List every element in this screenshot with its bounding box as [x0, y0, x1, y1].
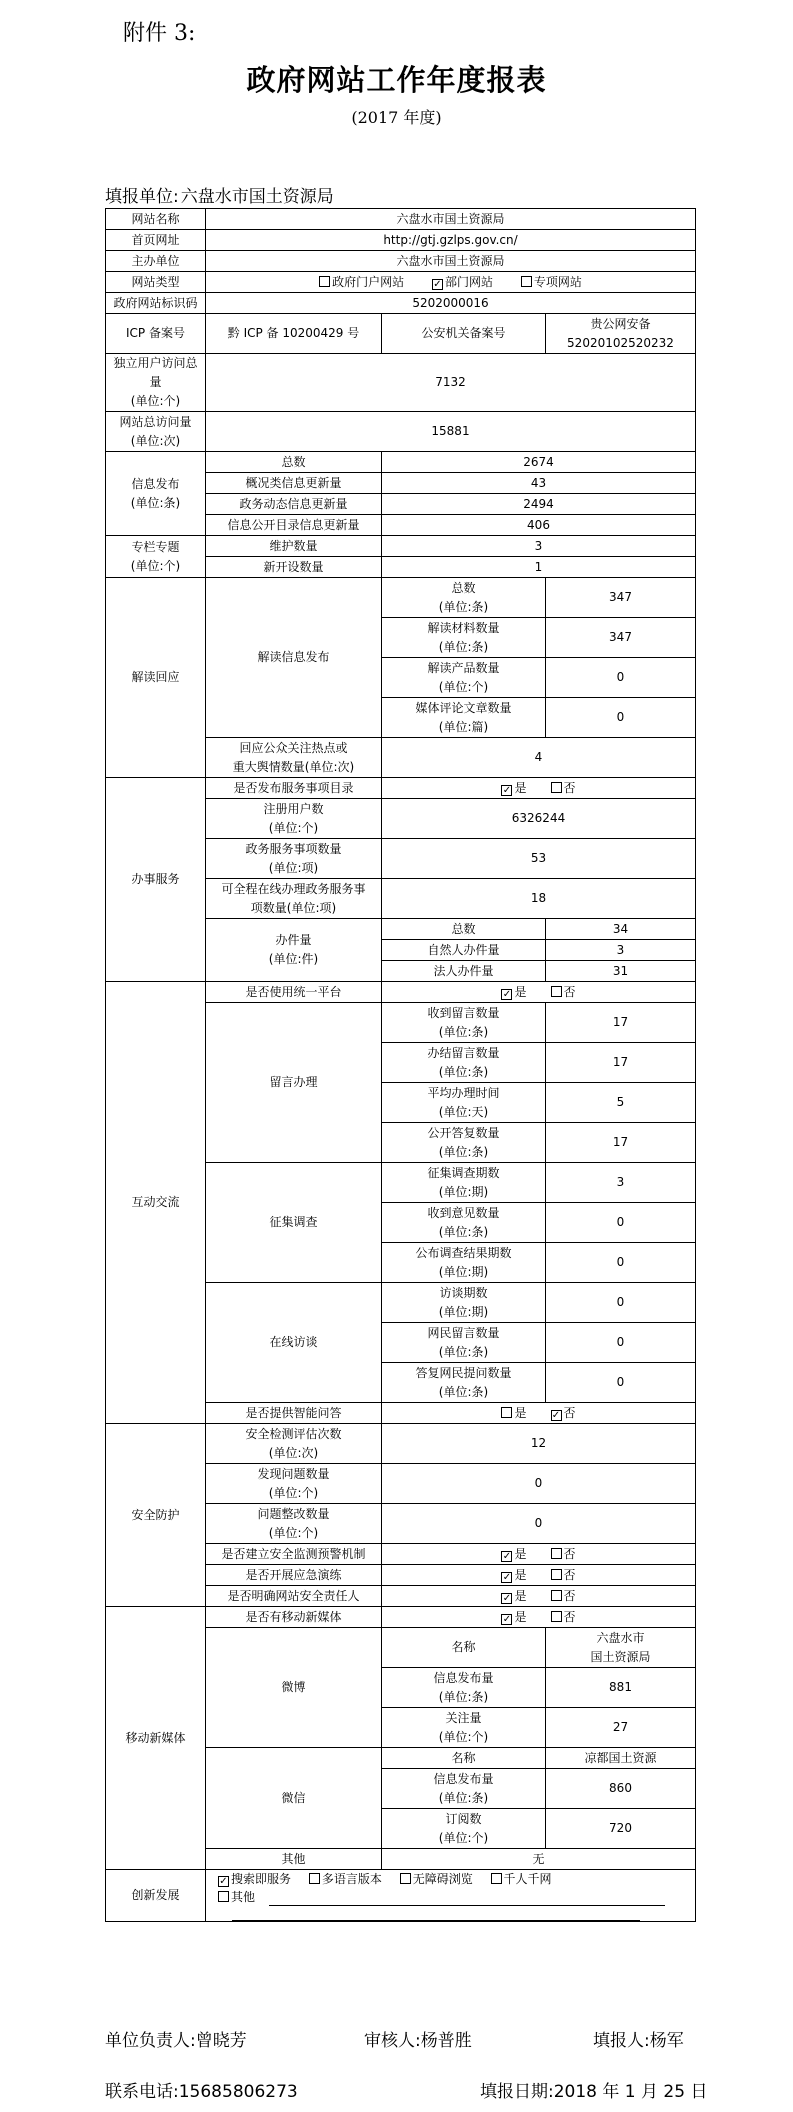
innovation-option-personal[interactable]: 千人千网: [491, 1872, 552, 1886]
interact-done-label: 办结留言数量 (单位:条): [382, 1043, 546, 1083]
interact-results-value: 0: [546, 1243, 696, 1283]
unchecked-box-icon: [551, 986, 562, 997]
site-type-label: 网站类型: [106, 272, 206, 293]
site-name-value: 六盘水市国土资源局: [206, 209, 696, 230]
filler-name: 杨军: [649, 2031, 684, 2051]
interpret-media-label: 媒体评论文章数量 (单位:篇): [382, 698, 546, 738]
security-fixed-label: 问题整改数量 (单位:个): [206, 1504, 382, 1544]
service-online-value: 18: [382, 879, 696, 919]
other-fill-line[interactable]: [269, 1893, 665, 1906]
unchecked-box-icon: [551, 1548, 562, 1559]
unchecked-box-icon: [319, 276, 330, 287]
innovation-option-multilang[interactable]: 多语言版本: [309, 1872, 382, 1886]
checked-box-icon: ✓: [502, 988, 512, 1000]
interact-survey-count-value: 3: [546, 1163, 696, 1203]
innovation-option-accessible[interactable]: 无障碍浏览: [400, 1872, 473, 1886]
interact-survey-count-label: 征集调查期数 (单位:期): [382, 1163, 546, 1203]
service-natural-value: 3: [546, 940, 696, 961]
type-option-portal[interactable]: 政府门户网站: [319, 275, 404, 289]
mobile-other-value: 无: [382, 1849, 696, 1870]
mobile-has-no[interactable]: 否: [551, 1610, 576, 1624]
weibo-posts-value: 881: [546, 1668, 696, 1708]
service-catalog-yes[interactable]: ✓ 是: [502, 780, 527, 796]
interact-interview-count-label: 访谈期数 (单位:期): [382, 1283, 546, 1323]
security-drill-options: [382, 1565, 696, 1586]
service-users-value: 6326244: [382, 799, 696, 839]
info-total-value: 2674: [382, 452, 696, 473]
host-label: 主办单位: [106, 251, 206, 272]
host-value: 六盘水市国土资源局: [206, 251, 696, 272]
mobile-other-label: 其他: [206, 1849, 382, 1870]
wechat-name-value: 凉都国土资源: [546, 1748, 696, 1769]
page-title: 政府网站工作年度报表: [246, 63, 547, 97]
security-check-value: 12: [382, 1424, 696, 1464]
interact-platform-options: [382, 982, 696, 1003]
wechat-label: 微信: [206, 1748, 382, 1849]
security-fixed-value: 0: [382, 1504, 696, 1544]
service-natural-label: 自然人办件量: [382, 940, 546, 961]
security-drill-no[interactable]: 否: [551, 1568, 576, 1582]
wechat-subscribe-value: 720: [546, 1809, 696, 1849]
wechat-subscribe-label: 订阅数 (单位:个): [382, 1809, 546, 1849]
service-items-label: 政务服务事项数量 (单位:项): [206, 839, 382, 879]
other-fill-line-2[interactable]: [232, 1906, 640, 1921]
service-users-label: 注册用户数 (单位:个): [206, 799, 382, 839]
interpret-respond-value: 4: [382, 738, 696, 778]
security-monitor-options: [382, 1544, 696, 1565]
uv-label: 独立用户访问总量 (单位:个): [106, 354, 206, 412]
unchecked-box-icon: [551, 782, 562, 793]
checked-box-icon: ✓: [502, 1592, 512, 1604]
security-drill-label: 是否开展应急演练: [206, 1565, 382, 1586]
interact-netizen-value: 0: [546, 1323, 696, 1363]
leader-name: 曾晓芳: [195, 2031, 247, 2051]
interact-answer-value: 0: [546, 1363, 696, 1403]
interact-answer-label: 答复网民提问数量 (单位:条): [382, 1363, 546, 1403]
type-option-special[interactable]: 专项网站: [521, 275, 582, 289]
police-value: 贵公网安备 52020102520232: [546, 314, 696, 354]
unchecked-box-icon: [551, 1569, 562, 1580]
wechat-posts-value: 860: [546, 1769, 696, 1809]
filling-unit: [105, 182, 334, 207]
report-year: (2017 年度): [351, 108, 442, 127]
pv-label: 网站总访问量 (单位:次): [106, 412, 206, 452]
interpret-product-label: 解读产品数量 (单位:个): [382, 658, 546, 698]
reviewer-line: 审核人:杨普胜: [364, 2031, 472, 2051]
unchecked-box-icon: [551, 1590, 562, 1601]
service-catalog-options: [382, 778, 696, 799]
filling-unit-value: 六盘水市国土资源局: [180, 187, 334, 207]
interact-smart-no[interactable]: ✓ 否: [551, 1405, 576, 1421]
interact-section-label: 互动交流: [106, 982, 206, 1424]
weibo-label: 微博: [206, 1628, 382, 1748]
unchecked-box-icon: [551, 1611, 562, 1622]
info-news-label: 政务动态信息更新量: [206, 494, 382, 515]
security-monitor-label: 是否建立安全监测预警机制: [206, 1544, 382, 1565]
interpret-media-value: 0: [546, 698, 696, 738]
site-code-value: 5202000016: [206, 293, 696, 314]
interpret-respond-label: 回应公众关注热点或 重大舆情数量(单位:次): [206, 738, 382, 778]
interact-survey-label: 征集调查: [206, 1163, 382, 1283]
service-section-label: 办事服务: [106, 778, 206, 982]
interpret-publish-label: 解读信息发布: [206, 578, 382, 738]
interact-platform-no[interactable]: 否: [551, 985, 576, 999]
service-catalog-label: 是否发布服务事项目录: [206, 778, 382, 799]
filling-unit-label: 填报单位:: [105, 187, 179, 207]
column-maintain-label: 维护数量: [206, 536, 382, 557]
service-online-label: 可全程在线办理政务服务事 项数量(单位:项): [206, 879, 382, 919]
service-handle-total-label: 总数: [382, 919, 546, 940]
interact-reply-value: 17: [546, 1123, 696, 1163]
interact-opinions-value: 0: [546, 1203, 696, 1243]
interact-opinions-label: 收到意见数量 (单位:条): [382, 1203, 546, 1243]
site-name-label: 网站名称: [106, 209, 206, 230]
unchecked-box-icon: [309, 1873, 320, 1884]
innovation-options: [206, 1870, 696, 1922]
interact-message-label: 留言办理: [206, 1003, 382, 1163]
reviewer-name: 杨普胜: [420, 2031, 472, 2051]
interact-netizen-label: 网民留言数量 (单位:条): [382, 1323, 546, 1363]
info-overview-value: 43: [382, 473, 696, 494]
security-monitor-no[interactable]: 否: [551, 1547, 576, 1561]
column-new-label: 新开设数量: [206, 557, 382, 578]
security-owner-yes[interactable]: ✓ 是: [502, 1588, 527, 1604]
interpret-section-label: 解读回应: [106, 578, 206, 778]
security-owner-options: [382, 1586, 696, 1607]
security-found-label: 发现问题数量 (单位:个): [206, 1464, 382, 1504]
interact-received-label: 收到留言数量 (单位:条): [382, 1003, 546, 1043]
weibo-posts-label: 信息发布量 (单位:条): [382, 1668, 546, 1708]
police-label: 公安机关备案号: [382, 314, 546, 354]
site-type-options: [206, 272, 696, 293]
service-catalog-no[interactable]: 否: [551, 781, 576, 795]
interact-platform-yes[interactable]: ✓ 是: [502, 984, 527, 1000]
security-monitor-yes[interactable]: ✓ 是: [502, 1546, 527, 1562]
info-catalog-label: 信息公开目录信息更新量: [206, 515, 382, 536]
column-new-value: 1: [382, 557, 696, 578]
attachment-label: 附件 3:: [123, 21, 196, 46]
mobile-has-options: [382, 1607, 696, 1628]
weibo-follow-label: 关注量 (单位:个): [382, 1708, 546, 1748]
info-overview-label: 概况类信息更新量: [206, 473, 382, 494]
security-owner-no[interactable]: 否: [551, 1589, 576, 1603]
innovation-option-search[interactable]: ✓ 搜索即服务: [219, 1872, 292, 1887]
column-maintain-value: 3: [382, 536, 696, 557]
icp-value: 黔 ICP 备 10200429 号: [206, 314, 382, 354]
homepage-label: 首页网址: [106, 230, 206, 251]
unchecked-box-icon: [400, 1873, 411, 1884]
weibo-follow-value: 27: [546, 1708, 696, 1748]
checked-box-icon: ✓: [433, 278, 442, 290]
type-option-department[interactable]: ✓ 部门网站: [433, 274, 493, 290]
service-legal-label: 法人办件量: [382, 961, 546, 982]
date-line: 填报日期:2018 年 1 月 25 日: [480, 2082, 708, 2102]
filler-line: 填报人:杨军: [593, 2031, 684, 2051]
interact-results-label: 公布调查结果期数 (单位:期): [382, 1243, 546, 1283]
mobile-has-label: 是否有移动新媒体: [206, 1607, 382, 1628]
info-section-label: 信息发布 (单位:条): [106, 452, 206, 536]
info-news-value: 2494: [382, 494, 696, 515]
phone-number: 15685806273: [178, 2082, 298, 2102]
uv-value: 7132: [206, 354, 696, 412]
interact-avg-label: 平均办理时间 (单位:天): [382, 1083, 546, 1123]
leader-line: 单位负责人:曾晓芳: [105, 2031, 247, 2051]
info-catalog-value: 406: [382, 515, 696, 536]
pv-value: 15881: [206, 412, 696, 452]
interpret-material-label: 解读材料数量 (单位:条): [382, 618, 546, 658]
interact-received-value: 17: [546, 1003, 696, 1043]
wechat-name-label: 名称: [382, 1748, 546, 1769]
interact-avg-value: 5: [546, 1083, 696, 1123]
checked-box-icon: ✓: [551, 1409, 561, 1421]
interpret-product-value: 0: [546, 658, 696, 698]
interact-interview-label: 在线访谈: [206, 1283, 382, 1403]
interact-interview-count-value: 0: [546, 1283, 696, 1323]
security-drill-yes[interactable]: ✓ 是: [502, 1567, 527, 1583]
unchecked-box-icon: [521, 276, 532, 287]
interact-smart-label: 是否提供智能问答: [206, 1403, 382, 1424]
checked-box-icon: ✓: [219, 1876, 228, 1887]
mobile-section-label: 移动新媒体: [106, 1607, 206, 1870]
interact-reply-label: 公开答复数量 (单位:条): [382, 1123, 546, 1163]
unchecked-box-icon: [491, 1873, 502, 1884]
interact-done-value: 17: [546, 1043, 696, 1083]
interpret-total-label: 总数 (单位:条): [382, 578, 546, 618]
checked-box-icon: ✓: [502, 1571, 512, 1583]
security-found-value: 0: [382, 1464, 696, 1504]
innovation-section-label: 创新发展: [106, 1870, 206, 1922]
wechat-posts-label: 信息发布量 (单位:条): [382, 1769, 546, 1809]
interact-platform-label: 是否使用统一平台: [206, 982, 382, 1003]
service-legal-value: 31: [546, 961, 696, 982]
security-section-label: 安全防护: [106, 1424, 206, 1607]
info-total-label: 总数: [206, 452, 382, 473]
weibo-name-value: 六盘水市 国土资源局: [546, 1628, 696, 1668]
unchecked-box-icon: [218, 1891, 229, 1902]
annual-report-table: [105, 208, 696, 1922]
interact-smart-options: [382, 1403, 696, 1424]
innovation-option-other[interactable]: 其他: [218, 1890, 255, 1904]
checked-box-icon: ✓: [502, 1550, 512, 1562]
service-handle-label: 办件量 (单位:件): [206, 919, 382, 982]
phone-line: 联系电话:15685806273: [105, 2082, 298, 2102]
service-items-value: 53: [382, 839, 696, 879]
site-code-label: 政府网站标识码: [106, 293, 206, 314]
report-date: 2018 年 1 月 25 日: [553, 2082, 708, 2102]
security-owner-label: 是否明确网站安全责任人: [206, 1586, 382, 1607]
service-handle-total-value: 34: [546, 919, 696, 940]
weibo-name-label: 名称: [382, 1628, 546, 1668]
column-section-label: 专栏专题 (单位:个): [106, 536, 206, 578]
checked-box-icon: ✓: [502, 784, 512, 796]
checked-box-icon: ✓: [502, 1613, 512, 1625]
interact-smart-yes[interactable]: 是: [501, 1406, 526, 1420]
icp-label: ICP 备案号: [106, 314, 206, 354]
security-check-label: 安全检测评估次数 (单位:次): [206, 1424, 382, 1464]
unchecked-box-icon: [501, 1407, 512, 1418]
mobile-has-yes[interactable]: ✓ 是: [502, 1609, 527, 1625]
interpret-material-value: 347: [546, 618, 696, 658]
interpret-total-value: 347: [546, 578, 696, 618]
homepage-value: http://gtj.gzlps.gov.cn/: [206, 230, 696, 251]
